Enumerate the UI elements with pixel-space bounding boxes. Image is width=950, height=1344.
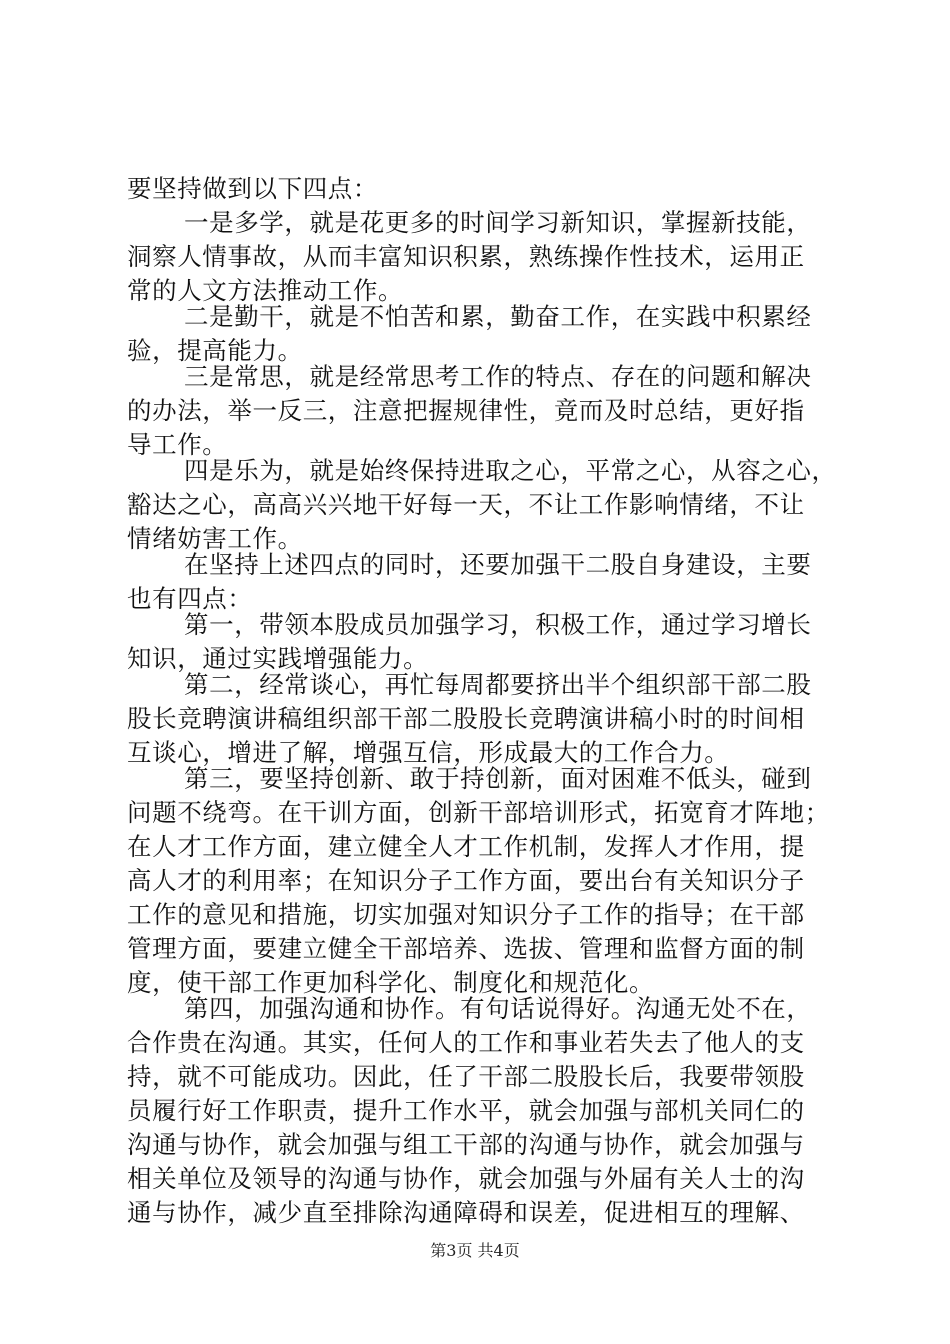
- text-line: 股长竞聘演讲稿组织部干部二股股长竞聘演讲稿小时的时间相: [127, 704, 805, 733]
- text-line: 互谈心，增进了解，增强互信，形成最大的工作合力。: [127, 738, 730, 767]
- text-line: 问题不绕弯。在干训方面，创新干部培训形式，拓宽育才阵地；: [127, 798, 830, 827]
- text-line: 也有四点：: [127, 584, 253, 613]
- text-line: 情绪妨害工作。: [127, 524, 303, 553]
- text-line: 工作的意见和措施，切实加强对知识分子工作的指导；在干部: [127, 900, 805, 929]
- text-line: 第一，带领本股成员加强学习，积极工作，通过学习增长: [184, 610, 812, 639]
- text-line: 合作贵在沟通。其实，任何人的工作和事业若失去了他人的支: [127, 1028, 805, 1057]
- text-line: 沟通与协作，就会加强与组工干部的沟通与协作，就会加强与: [127, 1130, 805, 1159]
- text-line: 第三，要坚持创新、敢于持创新，面对困难不低头，碰到: [184, 764, 812, 793]
- text-line: 度，使干部工作更加科学化、制度化和规范化。: [127, 968, 655, 997]
- text-line: 四是乐为，就是始终保持进取之心，平常之心，从容之心，: [184, 456, 837, 485]
- text-line: 第二，经常谈心，再忙每周都要挤出半个组织部干部二股: [184, 670, 812, 699]
- text-line: 持，就不可能成功。因此，任了干部二股股长后，我要带领股: [127, 1062, 805, 1091]
- text-line: 在人才工作方面，建立健全人才工作机制，发挥人才作用，提: [127, 832, 805, 861]
- text-line: 第四，加强沟通和协作。有句话说得好。沟通无处不在，: [184, 994, 812, 1023]
- text-line: 管理方面，要建立健全干部培养、选拔、管理和监督方面的制: [127, 934, 805, 963]
- text-line: 通与协作，减少直至排除沟通障碍和误差，促进相互的理解、: [127, 1198, 805, 1227]
- text-line: 豁达之心，高高兴兴地干好每一天，不让工作影响情绪，不让: [127, 490, 805, 519]
- page-footer: 第3页 共4页: [430, 1241, 520, 1260]
- text-line: 在坚持上述四点的同时，还要加强干二股自身建设，主要: [184, 550, 812, 579]
- text-line: 三是常思，就是经常思考工作的特点、存在的问题和解决: [184, 362, 812, 391]
- text-line: 员履行好工作职责，提升工作水平，就会加强与部机关同仁的: [127, 1096, 805, 1125]
- text-line: 洞察人情事故，从而丰富知识积累，熟练操作性技术，运用正: [127, 242, 805, 271]
- text-line: 知识，通过实践增强能力。: [127, 644, 429, 673]
- text-line: 导工作。: [127, 430, 228, 459]
- text-line: 高人才的利用率；在知识分子工作方面，要出台有关知识分子: [127, 866, 805, 895]
- text-line: 二是勤干，就是不怕苦和累，勤奋工作，在实践中积累经: [184, 302, 812, 331]
- text-line: 要坚持做到以下四点：: [127, 174, 378, 203]
- text-line: 常的人文方法推动工作。: [127, 276, 404, 305]
- text-line: 一是多学，就是花更多的时间学习新知识，掌握新技能，: [184, 208, 812, 237]
- text-line: 相关单位及领导的沟通与协作，就会加强与外届有关人士的沟: [127, 1164, 805, 1193]
- text-line: 的办法，举一反三，注意把握规律性，竟而及时总结，更好指: [127, 396, 805, 425]
- text-line: 验，提高能力。: [127, 336, 303, 365]
